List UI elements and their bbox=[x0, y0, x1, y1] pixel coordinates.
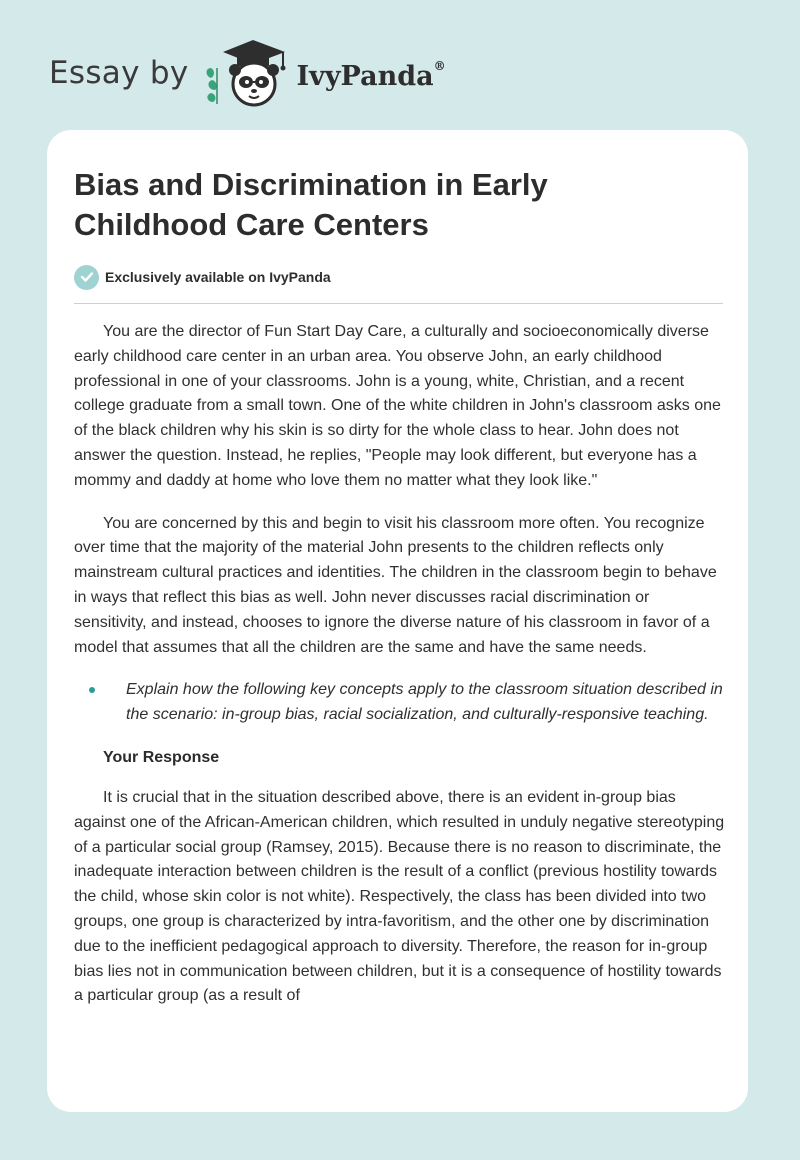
essay-body bbox=[74, 320, 726, 1027]
registered-mark: ® bbox=[433, 58, 446, 73]
checkmark-icon bbox=[74, 265, 99, 290]
divider bbox=[74, 303, 723, 304]
bullet-text: Explain how the following key concepts apply to the classroom situation described in the scenario: in-group bias, racial socialization, and culturally-responsive teaching. bbox=[126, 681, 723, 724]
bullet-icon bbox=[89, 687, 95, 693]
essay-by-label: Essay by bbox=[49, 55, 189, 91]
brand-name: IvyPanda® bbox=[296, 58, 446, 92]
prompt-bullet bbox=[74, 678, 726, 728]
paragraph-2: You are concerned by this and begin to visit his classroom more often. You recognize over time that the majority of the material John presents to the children reflects only mainstream cultural practices and identities. The children in the classroom begin to behave in ways that reflect this bias as well. John never discusses racial discrimination or sensitivity, and instead, chooses to ignore the diverse nature of his classroom in favor of a model that assumes that all the children are the same and have the same needs. bbox=[74, 514, 717, 656]
essay-title: Bias and Discrimination in Early Childhood Care Centers bbox=[74, 167, 548, 242]
exclusive-badge bbox=[74, 264, 331, 290]
response-paragraph: It is crucial that in the situation described above, there is an evident in-group bias against one of the African-American children, which resulted in unduly negative stereotyping of a particular social group (Ramsey, 2015). Because there is no reason to discriminate, the inadequate interaction between children is the result of a conflict (previous hostility towards the child, whose skin color is not white). Respectively, the class has been divided into two groups, one group is characterized by intra-favoritism, and the other one by discrimination due to the inefficient pedagogical approach to diversity. Therefore, the reason for in-group bias lies not in communication between children, but it is a consequence of hostility towards a particular group (as a result of bbox=[74, 788, 725, 1005]
response-heading: Your Response bbox=[103, 748, 220, 766]
paragraph-1: You are the director of Fun Start Day Care, a culturally and socioeconomically diverse early childhood care center in an urban area. You observe John, an early childhood professional in one of your classrooms. John is a young, white, Christian, and a recent college graduate from a small town. One of the white children in John's classroom asks one of the black children why his skin is so dirty for the whole class to hear. John does not answer the question. Instead, he replies, "People may look different, but everyone has a mommy and daddy at home who love them no matter what they look like." bbox=[74, 323, 721, 489]
brand-header bbox=[49, 38, 509, 108]
essay-card bbox=[47, 130, 748, 1112]
panda-logo-icon bbox=[203, 38, 295, 108]
badge-text: Exclusively available on IvyPanda bbox=[105, 269, 331, 285]
